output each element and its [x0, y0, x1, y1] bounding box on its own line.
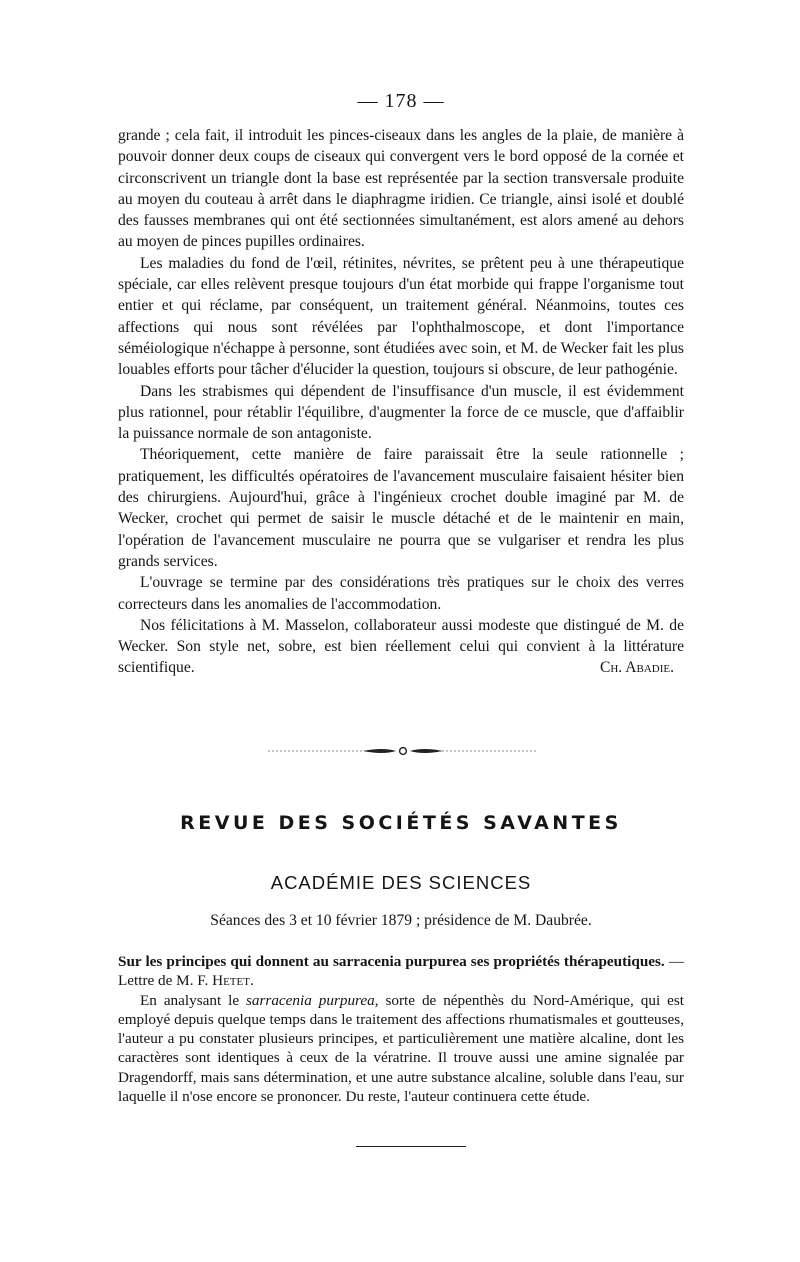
article-dash: — — [664, 953, 685, 970]
review-text — [118, 125, 684, 679]
section-title: REVUE DES SOCIÉTÉS SAVANTES — [180, 812, 622, 834]
article-title: Sur les principes qui donnent au sarracenia purpurea ses propriétés thérapeutiques. — [118, 953, 665, 970]
article-heading — [118, 952, 684, 991]
paragraph-2: Les maladies du fond de l'œil, rétinites, névrites, se prêtent peu à une thérapeutique spéciale, car elles relèvent presque toujours d'un état morbide qui frappe l'organisme tout entier et qui réclame, par conséquent, un traitement général. Néanmoins, toutes ces affections qui nous sont révélées par l'ophthalmoscope, et dont l'importance séméiologique n'échappe à personne, sont étudiées avec soin, et M. de Wecker fait les plus louables efforts pour tâcher d'élucider la question, toujours si obscure, de leur pathogénie. — [118, 254, 684, 379]
paragraph-6 — [118, 615, 684, 679]
signature: Ch. Abadie. — [599, 659, 674, 677]
paragraph-3: Dans les strabismes qui dépendent de l'insuffisance d'un muscle, il est évidemment plus rationnel, pour rétablir l'équilibre, d'augmenter la force de ce muscle, que d'affaiblir la puissance normale de son antagoniste. — [118, 382, 684, 443]
plant-name: sarracenia purpurea — [246, 991, 375, 1009]
page-number: — 178 — — [357, 90, 445, 112]
paragraph-5: L'ouvrage se termine par des considérations très pratiques sur le choix des verres correcteurs dans les anomalies de l'accommodation. — [118, 574, 684, 613]
article-author: Hetet. — [212, 972, 254, 990]
subsection-title: ACADÉMIE DES SCIENCES — [270, 872, 532, 893]
article-body-rest: , sorte de népenthès du Nord-Amérique, qui est employé depuis quelque temps dans le traitement des affections rhumatismales et goutteuses, l'auteur a pu constater plusieurs principes, et particulièrement une matière alcaline, dont les caractères sont identiques à ceux de la vératrine. Il trouve aussi une amine signalée par Dragendorff, mais sans détermination, et une autre substance alcaline, soluble dans l'eau, sur laquelle il n'ose encore se prononcer. Du reste, l'auteur continuera cette étude. — [118, 991, 684, 1106]
end-rule — [356, 1146, 466, 1147]
article — [118, 952, 684, 1106]
paragraph-4: Théoriquement, cette manière de faire paraissait être la seule rationnelle ; pratiquement, les difficultés opératoires de l'avancement musculaire faisaient hésiter bien des chirurgiens. Aujourd'hui, grâce à l'ingénieux crochet double imaginé par M. de Wecker, crochet qui permet de saisir le muscle détaché et de le maintenir en main, l'opération de l'avancement musculaire ne pourra que se vulgariser et rendra les plus grands services. — [118, 446, 684, 570]
paragraph-1: grande ; cela fait, il introduit les pinces-ciseaux dans les angles de la plaie, de manière à pouvoir donner deux coups de ciseaux qui convergent vers le bord opposé de la cornée et circonscrivent un triangle dont la base est représentée par la section transversale produite au moyen du couteau à arrêt dans le diaphragme iridien. Ce triangle, ainsi isolé et doublé des fausses membranes qui ont été sectionnées simultanément, est alors amené au dehors au moyen de pinces pupilles ordinaires. — [118, 127, 684, 251]
ornament-divider — [268, 745, 538, 757]
session-line: Séances des 3 et 10 février 1879 ; présidence de M. Daubrée. — [210, 912, 592, 929]
article-body — [118, 991, 684, 1107]
paragraph-6-text: Nos félicitations à M. Masselon, collaborateur aussi modeste que distingué de M. de Wecker. Son style net, sobre, est bien réellement celui qui convient à la littérature scientifique. — [118, 616, 684, 677]
article-body-start: En analysant le — [140, 991, 247, 1009]
letter-prefix: Lettre de M. F. — [118, 972, 213, 990]
